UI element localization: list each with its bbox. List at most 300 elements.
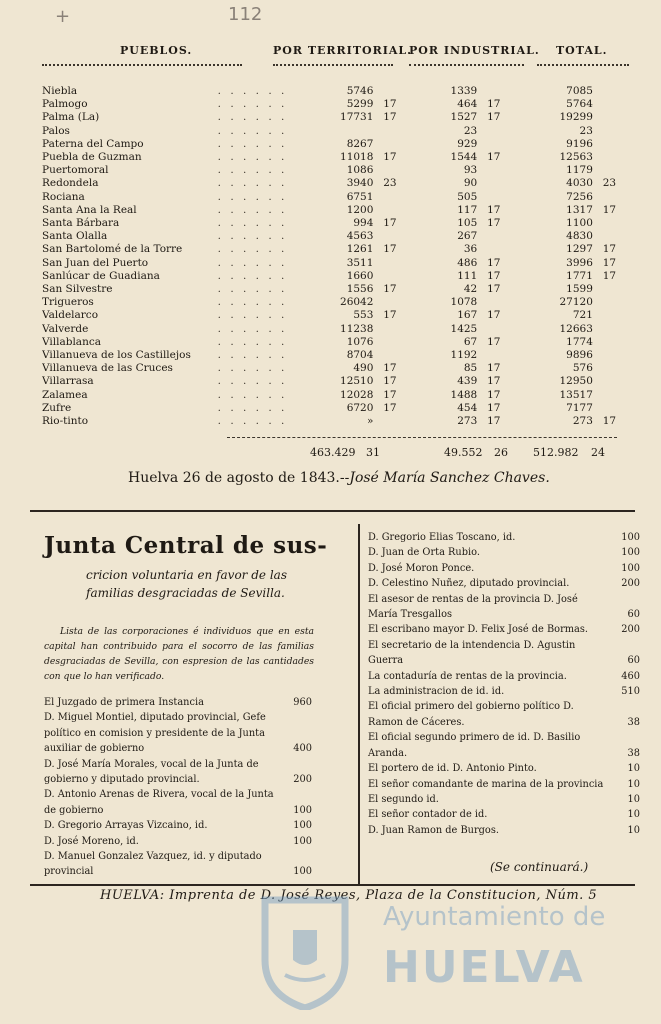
- industrial-fraction: [477, 296, 510, 309]
- donor-name: D. José Moreno, id.: [44, 835, 139, 847]
- donor-name: D. Gregorio Arrayas Vizcaino, id.: [44, 820, 208, 832]
- territorial-fraction: [373, 349, 406, 362]
- town-name: Villablanca: [42, 335, 101, 348]
- donor-item: [44, 757, 312, 788]
- industrial-value: 90: [463, 177, 478, 190]
- leader-dots: . . . . . .: [217, 111, 288, 124]
- town-name: Sanlúcar de Guadiana: [42, 269, 160, 282]
- total-fraction: [593, 296, 626, 309]
- total-fraction: [593, 362, 626, 375]
- territorial-fraction: 17: [383, 309, 397, 322]
- total-value: 7256: [566, 190, 593, 203]
- table-row: [42, 164, 626, 177]
- watermark-line1: Ayuntamiento de: [383, 902, 606, 932]
- total-fraction: [593, 151, 626, 164]
- industrial-value: 454: [457, 401, 478, 414]
- donor-item: [368, 777, 640, 792]
- town-name: Rio-tinto: [42, 415, 89, 428]
- total-fraction: [593, 336, 626, 349]
- total-value: 1771: [566, 269, 593, 282]
- total-value: 9896: [566, 349, 593, 362]
- continued-note: (Se continuará.): [490, 860, 589, 874]
- territorial-fraction: [373, 191, 406, 204]
- donor-item: [368, 823, 640, 838]
- total-fraction: [593, 349, 626, 362]
- industrial-fraction: 17: [487, 98, 501, 111]
- territorial-fraction: [373, 336, 406, 349]
- leader-dots: . . . . . .: [217, 322, 288, 335]
- territorial-value: 3940: [346, 177, 374, 190]
- industrial-value: 1339: [450, 85, 478, 97]
- donor-item: [368, 638, 640, 669]
- table-row: [42, 309, 626, 322]
- donor-amount: 10: [627, 809, 640, 821]
- donor-amount: 10: [627, 778, 640, 790]
- total-value: 3996: [566, 256, 593, 269]
- town-name: Redondela: [42, 177, 99, 190]
- leader-dots: . . . . . .: [217, 309, 288, 322]
- industrial-value: 1488: [450, 388, 478, 401]
- table-row: [42, 257, 626, 270]
- donor-amount: 100: [293, 866, 312, 878]
- leader-dots: . . . . . .: [217, 388, 288, 401]
- total-value: 1100: [566, 217, 593, 230]
- industrial-value: 85: [463, 362, 478, 375]
- donor-amount: 960: [293, 697, 312, 708]
- table-body: [42, 85, 626, 428]
- donor-name: El secretario de la intendencia D. Agustin Guerra: [368, 639, 576, 667]
- town-name: Villanueva de las Cruces: [42, 362, 173, 375]
- industrial-fraction: 17: [487, 415, 501, 428]
- industrial-fraction: [477, 125, 510, 138]
- table-row: [42, 402, 626, 415]
- donor-item: [368, 545, 640, 560]
- donor-item: [368, 792, 640, 807]
- total-fraction: [593, 230, 626, 243]
- territorial-value: 8704: [346, 349, 374, 362]
- town-name: Rociana: [42, 190, 85, 203]
- industrial-value: 167: [457, 309, 478, 322]
- donor-item: [44, 787, 312, 818]
- total-fraction: [593, 402, 626, 415]
- territorial-value: 3511: [346, 256, 374, 269]
- town-name: Trigueros: [42, 296, 94, 309]
- territorial-fraction: 17: [383, 243, 397, 256]
- donor-amount: 10: [627, 824, 640, 836]
- donor-name: El Juzgado de primera Instancia: [44, 697, 204, 708]
- donor-amount: 200: [293, 774, 312, 786]
- total-fraction: 17: [602, 243, 617, 256]
- donor-amount: 100: [293, 835, 312, 847]
- donor-name: D. Juan de Orta Rubio.: [368, 547, 480, 559]
- contribution-table: [42, 85, 626, 428]
- industrial-value: 105: [457, 217, 478, 230]
- leader-dots: . . . . . .: [217, 243, 288, 256]
- section-divider: [30, 510, 635, 512]
- industrial-fraction: [477, 177, 510, 190]
- leader-dots: . . . . . .: [217, 230, 288, 243]
- total-fraction: [593, 375, 626, 388]
- total-value: 576: [572, 362, 593, 375]
- donor-name: D. Celestino Nuñez, diputado provincial.: [368, 578, 570, 590]
- donor-amount: 100: [293, 820, 312, 832]
- total-value: 12563: [559, 151, 593, 164]
- total-fraction: [593, 323, 626, 336]
- town-name: Villarrasa: [42, 375, 94, 388]
- territorial-value: 12510: [340, 375, 374, 388]
- donor-amount: 100: [621, 562, 640, 574]
- leader-dots: . . . . . .: [217, 335, 288, 348]
- header-ornament: [273, 64, 393, 72]
- industrial-value: 464: [457, 98, 478, 111]
- header-ornament: [409, 64, 524, 72]
- leader-dots: . . . . . .: [217, 217, 288, 230]
- territorial-fraction: [373, 125, 406, 138]
- total-fraction: [593, 389, 626, 402]
- territorial-fraction: [373, 138, 406, 151]
- territorial-value: 12028: [340, 388, 374, 401]
- territorial-fraction: [373, 270, 406, 283]
- town-name: Santa Ana la Real: [42, 203, 137, 216]
- town-name: Niebla: [42, 85, 78, 97]
- town-name: Santa Bárbara: [42, 217, 120, 230]
- territorial-fraction: 17: [383, 283, 397, 296]
- industrial-value: 23: [463, 124, 478, 137]
- header-industrial: POR INDUSTRIAL.: [409, 44, 540, 57]
- total-value: 9196: [566, 137, 593, 150]
- leader-dots: . . . . . .: [217, 256, 288, 269]
- territorial-value: 490: [353, 362, 374, 375]
- donor-name: El oficial segundo primero de id. D. Basilio Aranda.: [368, 732, 581, 759]
- donor-amount: 460: [621, 670, 640, 682]
- territorial-value: 17731: [340, 111, 374, 124]
- territorial-value: 1660: [346, 269, 374, 282]
- table-row: [42, 349, 626, 362]
- territorial-fraction: [373, 296, 406, 309]
- industrial-fraction: [477, 243, 510, 256]
- industrial-fraction: 17: [487, 269, 501, 282]
- total-territorial: 463.429: [310, 446, 356, 459]
- territorial-value: 6751: [346, 190, 374, 203]
- handwritten-page-number: 112: [228, 4, 263, 25]
- total-fraction: 17: [602, 269, 617, 282]
- donor-amount: 10: [627, 793, 640, 805]
- donor-item: [368, 699, 640, 730]
- territorial-value: 11238: [340, 322, 374, 335]
- donor-item: [44, 710, 312, 756]
- donor-name: D. José María Morales, vocal de la Junta de gobierno y diputado provincial.: [44, 758, 259, 786]
- donor-amount: 200: [621, 578, 640, 590]
- territorial-value: 6720: [346, 401, 374, 414]
- industrial-value: 93: [463, 164, 478, 177]
- donor-amount: 100: [293, 804, 312, 816]
- town-name: Villanueva de los Castillejos: [42, 349, 191, 362]
- territorial-fraction: 17: [383, 388, 397, 401]
- table-row: [42, 362, 626, 375]
- industrial-fraction: 17: [487, 401, 501, 414]
- donor-item: [368, 807, 640, 822]
- donor-amount: 200: [621, 624, 640, 636]
- industrial-fraction: 17: [487, 335, 501, 348]
- industrial-value: 67: [463, 335, 478, 348]
- total-fraction: 17: [602, 203, 617, 216]
- total-fraction: [593, 309, 626, 322]
- donor-item: [368, 561, 640, 576]
- territorial-value: 553: [353, 309, 374, 322]
- donor-item: [368, 669, 640, 684]
- industrial-fraction: 17: [487, 309, 501, 322]
- donor-name: D. Gregorio Elias Toscano, id.: [368, 532, 516, 543]
- leader-dots: . . . . . .: [217, 283, 288, 296]
- territorial-value: 1086: [346, 164, 374, 177]
- town-name: Zufre: [42, 401, 72, 414]
- total-value: 7177: [566, 401, 593, 414]
- header-total: TOTAL.: [556, 44, 608, 57]
- territorial-value: 5746: [346, 85, 374, 97]
- column-divider: [358, 524, 360, 886]
- industrial-fraction: 17: [487, 362, 501, 375]
- header-territorial: POR TERRITORIAL.: [273, 44, 412, 57]
- leader-dots: . . . . . .: [217, 151, 288, 164]
- leader-dots: . . . . . .: [217, 401, 288, 414]
- total-industrial-fraction: 26: [494, 446, 508, 459]
- donor-name: D. Miguel Montiel, diputado provincial, Gefe político en comision y presidente de la Junta auxiliar de gobierno: [44, 712, 266, 755]
- donor-amount: 400: [293, 743, 312, 755]
- header-ornament: [42, 64, 242, 72]
- territorial-fraction: 23: [383, 177, 397, 190]
- territorial-value: 1556: [346, 283, 374, 296]
- junta-subtitle: cricion voluntaria en favor de las familias desgraciadas de Sevilla.: [86, 568, 287, 600]
- donor-item: [368, 576, 640, 591]
- table-row: [42, 204, 626, 217]
- territorial-value: 1261: [346, 243, 374, 256]
- industrial-fraction: [477, 85, 510, 98]
- territorial-value: 994: [353, 217, 374, 230]
- donor-name: D. Antonio Arenas de Rivera, vocal de la Junta de gobierno: [44, 789, 274, 816]
- leader-dots: . . . . . .: [217, 137, 288, 150]
- total-fraction: 23: [602, 177, 617, 190]
- industrial-fraction: 17: [487, 375, 501, 388]
- junta-intro: Lista de las corporaciones é individuos que en esta capital han contribuido para el socorro de las familias desgraciadas de Sevilla, con espresion de las cantidades con que lo han verificado.: [44, 626, 314, 682]
- industrial-value: 111: [457, 269, 478, 282]
- total-fraction: [593, 111, 626, 124]
- town-name: San Juan del Puerto: [42, 256, 149, 269]
- total-fraction: [593, 98, 626, 111]
- town-name: Puertomoral: [42, 164, 109, 177]
- table-row: [42, 111, 626, 124]
- donor-name: El asesor de rentas de la provincia D. José María Tresgallos: [368, 593, 578, 621]
- donor-name: La administracion de id. id.: [368, 686, 505, 698]
- territorial-value: »: [366, 415, 374, 428]
- donor-item: [44, 834, 312, 849]
- town-name: Palos: [42, 124, 70, 137]
- total-value: 1599: [566, 283, 593, 296]
- grand-total-fraction: 24: [591, 446, 605, 459]
- territorial-fraction: [373, 257, 406, 270]
- total-value: 12950: [559, 375, 593, 388]
- total-value: 27120: [559, 296, 593, 309]
- junta-title: Junta Central de sus-: [44, 532, 328, 559]
- total-value: 19299: [559, 111, 593, 124]
- total-value: 23: [579, 124, 593, 137]
- donor-item: [44, 695, 312, 710]
- grand-total: 512.982: [533, 446, 579, 459]
- table-row: [42, 243, 626, 256]
- industrial-fraction: [477, 230, 510, 243]
- donor-item: [368, 530, 640, 545]
- table-row: [42, 191, 626, 204]
- industrial-fraction: 17: [487, 256, 501, 269]
- town-name: Zalamea: [42, 388, 88, 401]
- totals-rule: [227, 437, 617, 438]
- signature-place-date: Huelva 26 de agosto de 1843.--: [128, 470, 350, 486]
- industrial-value: 42: [463, 283, 478, 296]
- donor-amount: 60: [627, 609, 640, 621]
- table-row: [42, 375, 626, 388]
- territorial-fraction: [373, 415, 406, 428]
- header-pueblos: PUEBLOS.: [120, 44, 193, 57]
- territorial-value: 1200: [346, 203, 374, 216]
- donor-item: [44, 818, 312, 833]
- industrial-value: 929: [457, 137, 478, 150]
- table-row: [42, 138, 626, 151]
- territorial-fraction: 17: [383, 401, 397, 414]
- total-fraction: [593, 217, 626, 230]
- watermark: [255, 880, 655, 1020]
- total-value: 721: [572, 309, 593, 322]
- donor-name: El señor contador de id.: [368, 809, 488, 821]
- table-row: [42, 283, 626, 296]
- donor-item: [368, 684, 640, 699]
- territorial-fraction: [373, 85, 406, 98]
- industrial-fraction: [477, 138, 510, 151]
- industrial-value: 505: [457, 190, 478, 203]
- territorial-value: 8267: [346, 137, 374, 150]
- industrial-fraction: 17: [487, 111, 501, 124]
- donor-item: [44, 849, 312, 880]
- total-value: 13517: [559, 388, 593, 401]
- territorial-fraction: 17: [383, 362, 397, 375]
- total-territorial-fraction: 31: [366, 446, 380, 459]
- table-row: [42, 98, 626, 111]
- territorial-value: 4563: [346, 230, 374, 243]
- town-name: Palma (La): [42, 111, 100, 124]
- total-fraction: [593, 85, 626, 98]
- table-row: [42, 177, 626, 190]
- imprint: HUELVA: Imprenta de D. José Reyes, Plaza de la Constitucion, Núm. 5: [100, 888, 598, 903]
- donor-name: El señor comandante de marina de la provincia: [368, 778, 604, 790]
- total-industrial: 49.552: [444, 446, 483, 459]
- donor-item: [368, 730, 640, 761]
- donor-name: El oficial primero del gobierno político D. Ramon de Cáceres.: [368, 701, 574, 728]
- total-fraction: [593, 125, 626, 138]
- donor-list-right: [368, 530, 640, 838]
- total-value: 273: [572, 415, 593, 428]
- leader-dots: . . . . . .: [217, 203, 288, 216]
- donor-name: El portero de id. D. Antonio Pinto.: [368, 763, 537, 775]
- town-name: Santa Olalla: [42, 230, 108, 243]
- industrial-fraction: 17: [487, 203, 501, 216]
- town-name: San Bartolomé de la Torre: [42, 243, 183, 256]
- industrial-fraction: [477, 323, 510, 336]
- industrial-value: 1544: [450, 151, 478, 164]
- table-row: [42, 125, 626, 138]
- signature-line: [128, 470, 550, 486]
- territorial-value: [312, 125, 373, 138]
- table-row: [42, 415, 626, 428]
- total-fraction: 17: [602, 256, 617, 269]
- territorial-value: 1076: [346, 335, 374, 348]
- industrial-fraction: [477, 191, 510, 204]
- industrial-fraction: [477, 349, 510, 362]
- donor-item: [368, 761, 640, 776]
- territorial-fraction: 17: [383, 375, 397, 388]
- watermark-line2: HUELVA: [383, 942, 585, 993]
- town-name: Paterna del Campo: [42, 137, 144, 150]
- donor-item: [368, 622, 640, 637]
- total-value: 4030: [566, 177, 593, 190]
- total-fraction: [593, 164, 626, 177]
- leader-dots: . . . . . .: [217, 85, 288, 97]
- donor-amount: 60: [627, 655, 640, 667]
- total-fraction: [593, 138, 626, 151]
- donor-amount: 510: [621, 686, 640, 698]
- leader-dots: . . . . . .: [217, 375, 288, 388]
- leader-dots: . . . . . .: [217, 349, 288, 362]
- town-name: Palmogo: [42, 98, 88, 111]
- table-row: [42, 230, 626, 243]
- territorial-fraction: [373, 230, 406, 243]
- signature-name: José María Sanchez Chaves.: [349, 470, 550, 486]
- leader-dots: . . . . . .: [217, 269, 288, 282]
- donor-name: La contaduría de rentas de la provincia.: [368, 670, 567, 682]
- donor-item: [368, 592, 640, 623]
- table-row: [42, 270, 626, 283]
- donor-name: El escribano mayor D. Felix José de Bormas.: [368, 624, 589, 636]
- total-fraction: [593, 283, 626, 296]
- donor-name: D. Manuel Gonzalez Vazquez, id. y diputado provincial: [44, 851, 262, 878]
- town-name: Puebla de Guzman: [42, 151, 142, 164]
- territorial-fraction: 17: [383, 151, 397, 164]
- town-name: Valverde: [42, 322, 89, 335]
- industrial-fraction: 17: [487, 388, 501, 401]
- leader-dots: . . . . . .: [217, 415, 288, 428]
- donor-list-left: [44, 695, 312, 880]
- donor-amount: 38: [627, 716, 640, 728]
- donor-amount: 10: [627, 763, 640, 775]
- territorial-fraction: [373, 323, 406, 336]
- industrial-fraction: 17: [487, 217, 501, 230]
- industrial-value: 1425: [450, 322, 478, 335]
- total-value: 1774: [566, 335, 593, 348]
- donor-name: D. José Moron Ponce.: [368, 562, 475, 574]
- table-row: [42, 151, 626, 164]
- leader-dots: . . . . . .: [217, 177, 288, 190]
- table-row: [42, 296, 626, 309]
- industrial-value: 36: [463, 243, 478, 256]
- territorial-value: 26042: [340, 296, 374, 309]
- territorial-fraction: [373, 204, 406, 217]
- donor-amount: 100: [621, 532, 640, 543]
- industrial-value: 1527: [450, 111, 478, 124]
- table-row: [42, 336, 626, 349]
- industrial-fraction: [477, 164, 510, 177]
- territorial-value: 11018: [340, 151, 374, 164]
- leader-dots: . . . . . .: [217, 190, 288, 203]
- industrial-value: 273: [457, 415, 478, 428]
- donor-amount: 100: [621, 547, 640, 559]
- leader-dots: . . . . . .: [217, 124, 288, 137]
